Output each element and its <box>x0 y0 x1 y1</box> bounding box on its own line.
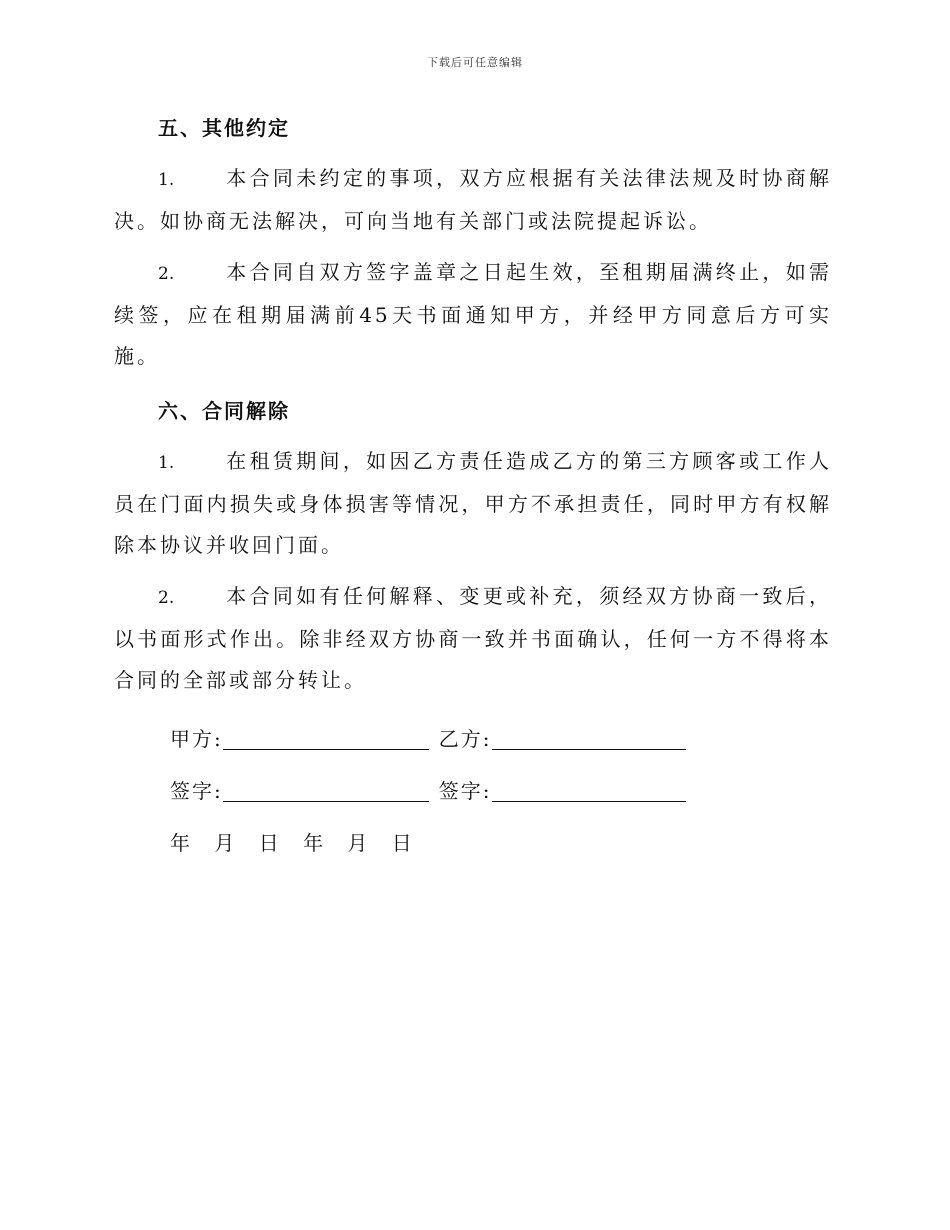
item-text: 在租赁期间，如因乙方责任造成乙方的第三方顾客或工作人员在门面内损失或身体损害等情况，甲方不承担责任，同时甲方有权解除本协议并收回门面。 <box>114 449 832 557</box>
item-text: 本合同自双方签字盖章之日起生效，至租期届满终止，如需续签，应在租期届满前45天书面通知甲方，并经甲方同意后方可实施。 <box>114 260 832 368</box>
signature-row <box>170 765 832 817</box>
date-line: 年 月 日 年 月 日 <box>170 831 421 855</box>
contract-body <box>114 108 832 869</box>
item-number: 1. <box>158 170 175 190</box>
party-a-blank-line <box>223 729 429 750</box>
party-b-blank-line <box>492 729 686 750</box>
sign-b-blank-line <box>492 781 686 802</box>
item-number: 2. <box>158 264 175 284</box>
section-6-item-1 <box>114 441 832 566</box>
section-5-title: 五、其他约定 <box>158 116 290 140</box>
sign-b-label: 签字: <box>438 779 492 803</box>
section-6-item-2 <box>114 576 832 701</box>
item-number: 1. <box>158 453 175 473</box>
section-5-item-1 <box>114 158 832 242</box>
party-row <box>170 713 832 765</box>
section-5-item-2 <box>114 252 832 377</box>
party-a-label: 甲方: <box>170 727 223 751</box>
sign-a-blank-line <box>223 781 429 802</box>
item-number: 2. <box>158 588 175 608</box>
sign-a-label: 签字: <box>170 779 223 803</box>
item-text: 本合同未约定的事项，双方应根据有关法律法规及时协商解决。如协商无法解决，可向当地有关部门或法院提起诉讼。 <box>114 166 832 233</box>
item-text: 本合同如有任何解释、变更或补充，须经双方协商一致后，以书面形式作出。除非经双方协商一致并书面确认，任何一方不得将本合同的全部或部分转让。 <box>114 584 832 692</box>
signature-block <box>114 713 832 869</box>
section-6-title: 六、合同解除 <box>158 399 290 423</box>
party-b-label: 乙方: <box>438 727 492 751</box>
page-header-note: 下载后可任意编辑 <box>427 56 523 69</box>
